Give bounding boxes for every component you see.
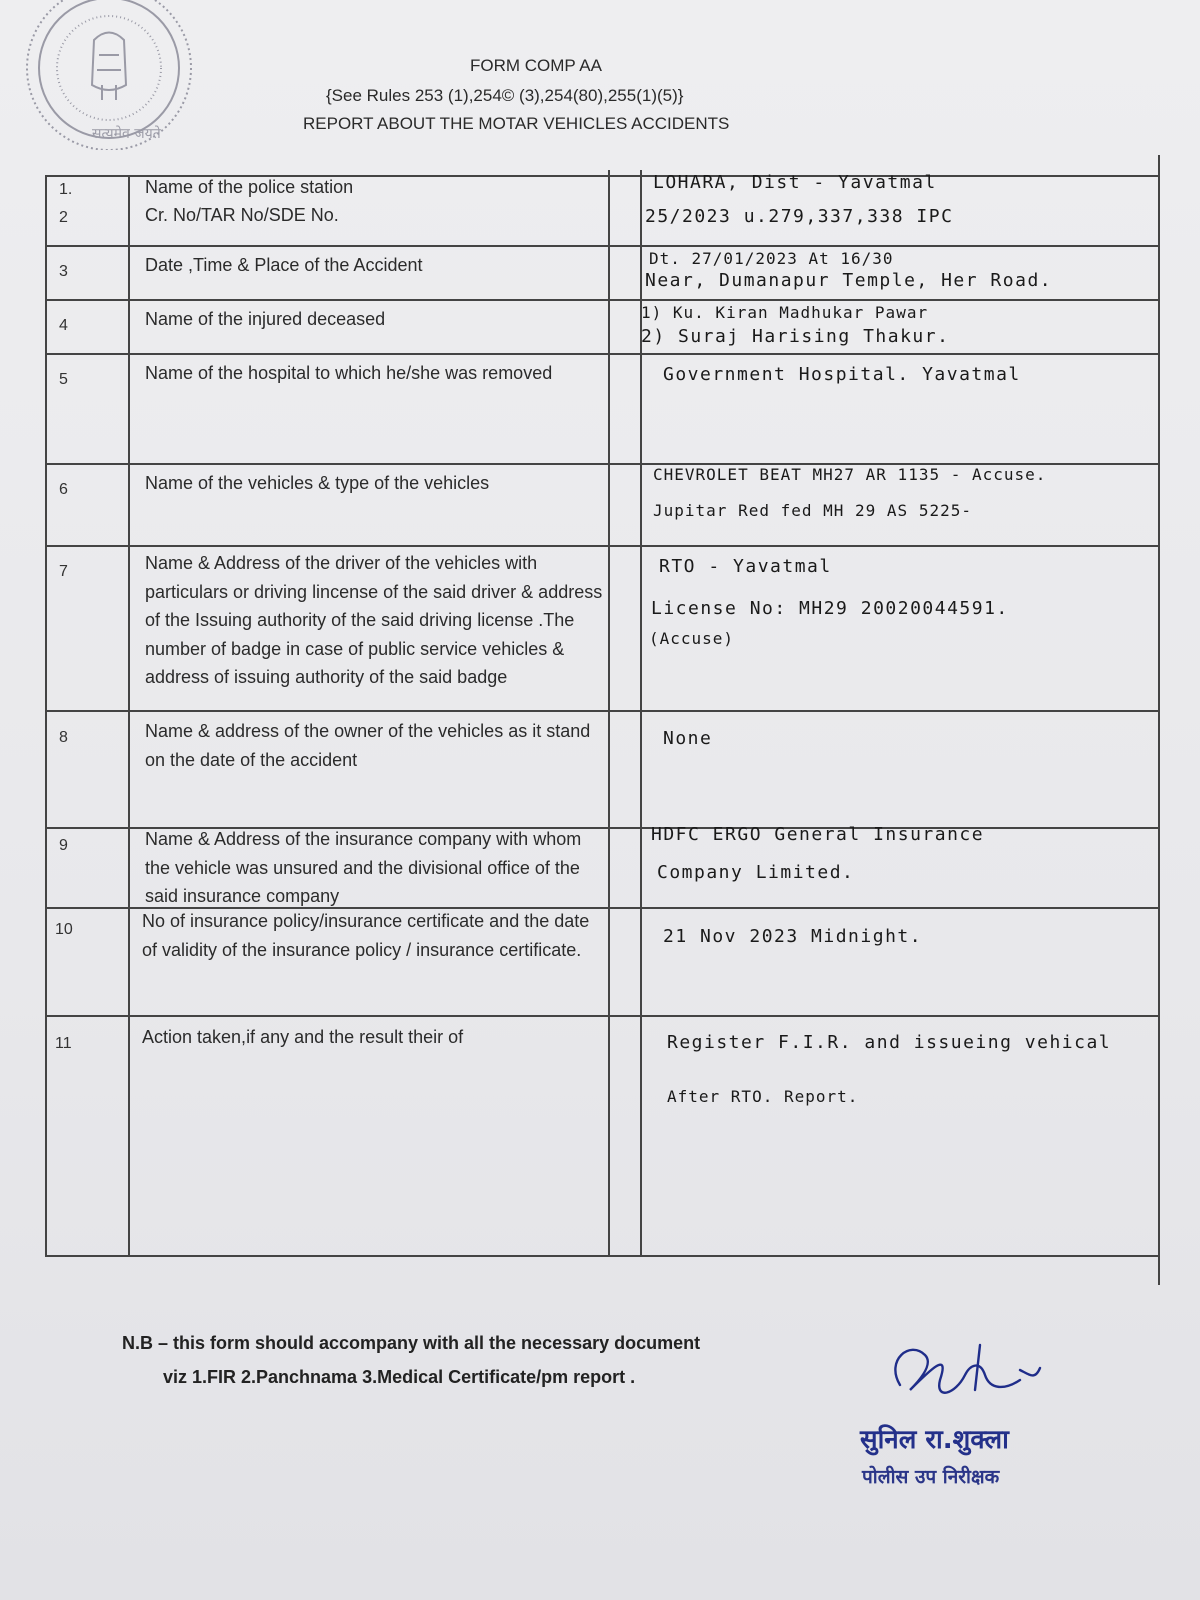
row-value: Jupitar Red fed MH 29 AS 5225-: [653, 501, 972, 520]
row-value: 25/2023 u.279,337,338 IPC: [645, 206, 954, 227]
row-number: 10: [55, 921, 73, 938]
row-label: No of insurance policy/insurance certificate and the date of validity of the insurance policy / insurance certificate.: [142, 911, 590, 960]
row-number: 2: [59, 209, 68, 226]
officer-name: सुनिल रा.शुक्ला: [860, 1425, 1009, 1455]
row-value: Register F.I.R. and issueing vehical: [667, 1032, 1112, 1053]
row-value: HDFC ERGO General Insurance: [651, 824, 985, 845]
row-value: CHEVROLET BEAT MH27 AR 1135 - Accuse.: [653, 465, 1047, 484]
row-value: Company Limited.: [657, 862, 855, 883]
row-label: Action taken,if any and the result their of: [142, 1027, 464, 1047]
row-label: Name of the hospital to which he/she was removed: [145, 363, 553, 383]
row-label: Name & Address of the insurance company with whom the vehicle was unsured and the divisional office of the said insurance company: [145, 829, 582, 906]
row-value: License No: MH29 20020044591.: [651, 598, 1009, 619]
row-value: RTO - Yavatmal: [659, 556, 832, 577]
officer-designation: पोलीस उप निरीक्षक: [862, 1466, 1000, 1488]
row-value: 1) Ku. Kiran Madhukar Pawar: [641, 303, 929, 322]
row-number: 5: [59, 371, 68, 388]
form-title: FORM COMP AA: [470, 56, 602, 75]
row-value: None: [663, 728, 713, 749]
row-number: 9: [59, 837, 68, 854]
row-number: 11: [55, 1035, 72, 1052]
note-line: N.B – this form should accompany with all the necessary document: [122, 1333, 701, 1353]
row-number: 1.: [59, 181, 73, 198]
row-label: Date ,Time & Place of the Accident: [145, 255, 423, 275]
row-number: 8: [59, 729, 68, 746]
row-value: Dt. 27/01/2023 At 16/30: [649, 249, 894, 268]
row-value: LOHARA, Dist - Yavatmal: [653, 172, 937, 193]
row-number: 7: [59, 563, 68, 580]
handwritten-signature-icon: [880, 1330, 1080, 1420]
row-number: 6: [59, 481, 68, 498]
row-number: 4: [59, 317, 68, 334]
row-value: 21 Nov 2023 Midnight.: [663, 926, 923, 947]
row-label: Cr. No/TAR No/SDE No.: [145, 205, 339, 225]
row-value: Near, Dumanapur Temple, Her Road.: [645, 270, 1053, 291]
row-value: Government Hospital. Yavatmal: [663, 364, 1021, 385]
row-value: After RTO. Report.: [667, 1087, 859, 1106]
report-title: REPORT ABOUT THE MOTAR VEHICLES ACCIDENTS: [303, 114, 730, 133]
row-number: 3: [59, 263, 68, 280]
row-value: (Accuse): [649, 629, 735, 648]
emblem-seal-icon: [14, 0, 204, 150]
form-rules: {See Rules 253 (1),254© (3),254(80),255(1)(5)}: [326, 86, 684, 105]
svg-text:सत्यमेव जयते: सत्यमेव जयते: [92, 126, 161, 142]
row-label: Name of the injured deceased: [145, 309, 386, 329]
row-label: Name of the police station: [145, 177, 354, 197]
row-label: Name & Address of the driver of the vehicles with particulars or driving lincense of the said driver & address of the Issuing authority of the said driving license .The number of badge in case of public service vehicles & address of issuing authority of the said badge: [145, 553, 603, 687]
row-label: Name of the vehicles & type of the vehicles: [145, 473, 490, 493]
row-label: Name & address of the owner of the vehicles as it stand on the date of the accident: [145, 721, 591, 770]
row-value: 2) Suraj Harising Thakur.: [641, 326, 950, 347]
accident-report-table: [45, 155, 1160, 1285]
note-line: viz 1.FIR 2.Panchnama 3.Medical Certificate/pm report .: [163, 1367, 636, 1387]
